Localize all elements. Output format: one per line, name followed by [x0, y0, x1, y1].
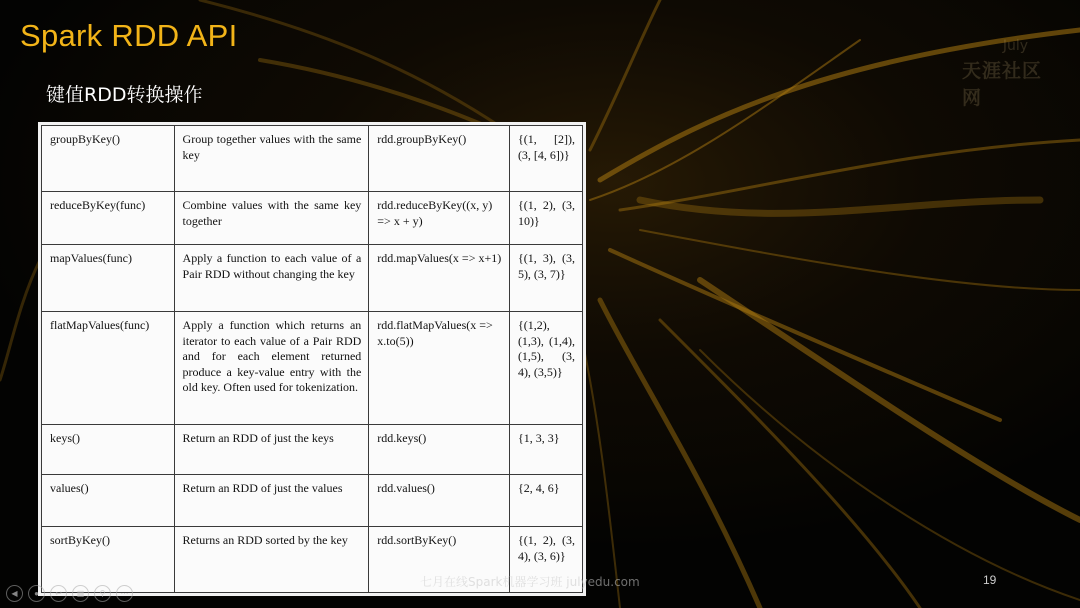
op-cell: groupByKey(): [42, 126, 175, 192]
result-cell: {(1, 3), (3, 5), (3, 7)}: [509, 245, 582, 312]
code-cell: rdd.reduceByKey((x, y) => x + y): [369, 192, 510, 245]
desc-cell: Apply a function to each value of a Pair RDD without changing the key: [174, 245, 369, 312]
logo-line2: 天涯社区网: [962, 60, 1043, 109]
table-row: [42, 245, 583, 312]
op-cell: sortByKey(): [42, 527, 175, 593]
menu-icon[interactable]: ●: [28, 585, 45, 602]
result-cell: {(1, [2]), (3, [4, 6])}: [509, 126, 582, 192]
code-cell: rdd.mapValues(x => x+1): [369, 245, 510, 312]
logo-line1: July: [1002, 38, 1028, 54]
code-cell: rdd.sortByKey(): [369, 527, 510, 593]
desc-cell: Returns an RDD sorted by the key: [174, 527, 369, 593]
desc-cell: Apply a function which returns an iterator to each value of a Pair RDD and for each element returned produce a key-value entry with the old key. Often used for tokenization.: [174, 312, 369, 425]
op-cell: reduceByKey(func): [42, 192, 175, 245]
desc-cell: Return an RDD of just the values: [174, 475, 369, 527]
op-cell: keys(): [42, 425, 175, 475]
op-cell: values(): [42, 475, 175, 527]
table-row: [42, 126, 583, 192]
result-cell: {(1,2), (1,3), (1,4), (1,5), (3, 4), (3,5)}: [509, 312, 582, 425]
desc-cell: Group together values with the same key: [174, 126, 369, 192]
result-cell: {(1, 2), (3, 10)}: [509, 192, 582, 245]
result-cell: {(1, 2), (3, 4), (3, 6)}: [509, 527, 582, 593]
table-row: [42, 312, 583, 425]
slide-title: Spark RDD API: [20, 18, 238, 53]
desc-cell: Combine values with the same key together: [174, 192, 369, 245]
slides-icon[interactable]: ▦: [72, 585, 89, 602]
table-row: [42, 425, 583, 475]
op-cell: mapValues(func): [42, 245, 175, 312]
desc-cell: Return an RDD of just the keys: [174, 425, 369, 475]
table-row: [42, 192, 583, 245]
op-cell: flatMapValues(func): [42, 312, 175, 425]
code-cell: rdd.flatMapValues(x => x.to(5)): [369, 312, 510, 425]
api-table: [41, 125, 583, 593]
logo-watermark: [958, 38, 1058, 109]
result-cell: {1, 3, 3}: [509, 425, 582, 475]
table-row: [42, 475, 583, 527]
slide-subtitle: 键值RDD转换操作: [46, 84, 203, 106]
code-cell: rdd.groupByKey(): [369, 126, 510, 192]
code-cell: rdd.values(): [369, 475, 510, 527]
more-icon[interactable]: ⋯: [116, 585, 133, 602]
zoom-icon[interactable]: ⚲: [94, 585, 111, 602]
page-number: 19: [983, 573, 997, 587]
prev-icon[interactable]: ◀: [6, 585, 23, 602]
code-cell: rdd.keys(): [369, 425, 510, 475]
api-table-image: [38, 122, 586, 596]
presentation-nav: [6, 585, 133, 602]
slide-footer: 七月在线Spark机器学习班 julyedu.com: [420, 575, 640, 589]
result-cell: {2, 4, 6}: [509, 475, 582, 527]
back-icon[interactable]: ↩: [50, 585, 67, 602]
